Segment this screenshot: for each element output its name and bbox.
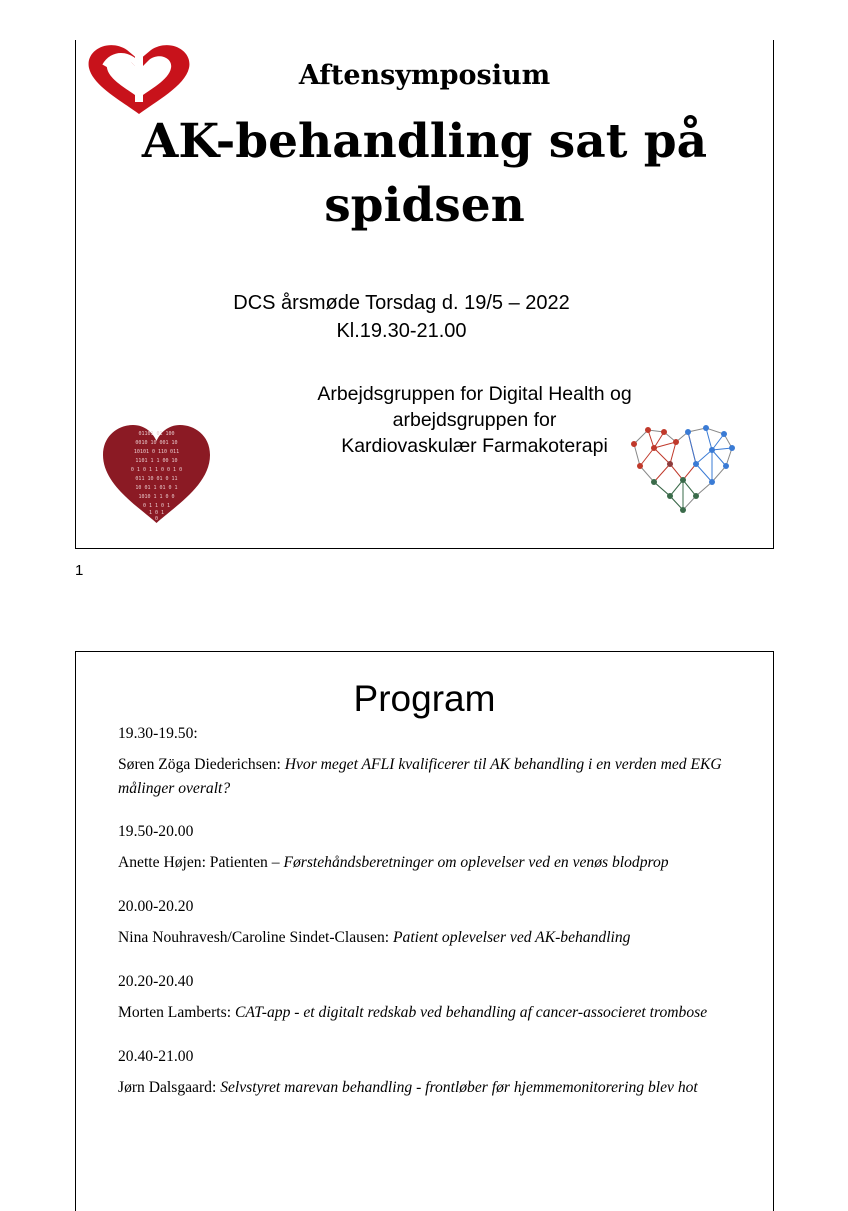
binary-text: 01101 01 100 — [138, 431, 175, 437]
entry-speaker: Nina Nouhravesh/Caroline Sindet-Clausen: — [118, 929, 393, 946]
program-entry — [118, 970, 743, 1025]
entry-talk: Førstehåndsberetninger om oplevelser ved en venøs blodprop — [283, 854, 669, 871]
group-line: Kardiovaskulær Farmakoterapi — [341, 435, 608, 457]
binary-text: 0010 10 001 10 — [135, 440, 178, 446]
program-entry — [118, 820, 743, 875]
entry-time: 19.30-19.50: — [118, 725, 198, 742]
event-kicker: Aftensymposium — [298, 60, 551, 91]
entry-talk: Hvor meget AFLI kvalificerer til AK behandling i en verden med EKG målinger overalt? — [118, 756, 722, 797]
program-entry — [118, 722, 743, 801]
binary-text: 10101 0 110 011 — [133, 449, 180, 455]
group-line: arbejdsgruppen for — [392, 409, 557, 431]
binary-text: 0 1 1 0 1 — [142, 503, 171, 509]
binary-text: 1101 1 1 00 10 — [135, 458, 178, 464]
binary-text: 1010 1 1 0 0 — [138, 494, 175, 500]
binary-text: 1 0 1 — [148, 510, 165, 516]
entry-talk: Selvstyret marevan behandling - frontløber før hjemmemonitorering blev hot — [220, 1079, 698, 1096]
program-slide — [75, 651, 774, 1211]
entry-time: 20.40-21.00 — [118, 1048, 194, 1065]
entry-speaker: Anette Højen: Patienten – — [118, 854, 284, 871]
entry-text — [118, 926, 743, 950]
binary-heart-icon — [99, 423, 214, 527]
title-slide — [75, 40, 774, 549]
entry-text — [118, 851, 743, 875]
binary-text: 10 01 1 01 0 1 — [135, 485, 178, 491]
entry-talk: CAT-app - et digitalt redskab ved behandling af cancer-associeret trombose — [234, 1004, 708, 1021]
entry-speaker: Morten Lamberts: — [118, 1004, 235, 1021]
binary-text: 0 — [154, 516, 159, 522]
entry-text — [118, 753, 743, 801]
event-time: Kl.19.30-21.00 — [336, 320, 467, 342]
event-headline: AK-behandling sat på spidsen — [141, 114, 708, 233]
entry-time: 20.00-20.20 — [118, 898, 194, 915]
binary-text: 0 1 0 1 1 0 0 1 0 — [130, 467, 183, 473]
entry-text — [118, 1001, 743, 1025]
program-entry — [118, 1045, 743, 1100]
program-entry — [118, 895, 743, 950]
network-heart-icon — [628, 424, 738, 516]
binary-text: 011 10 01 0 11 — [135, 476, 178, 482]
entry-speaker: Søren Zöga Diederichsen: — [118, 756, 285, 773]
event-date: DCS årsmøde Torsdag d. 19/5 – 2022 — [233, 292, 570, 314]
group-line: Arbejdsgruppen for Digital Health og — [317, 383, 632, 405]
entry-speaker: Jørn Dalsgaard: — [118, 1079, 221, 1096]
entry-text — [118, 1076, 743, 1100]
entry-time: 19.50-20.00 — [118, 823, 194, 840]
entry-time: 20.20-20.40 — [118, 973, 194, 990]
page-number: 1 — [75, 562, 84, 579]
program-title: Program — [353, 678, 496, 719]
entry-talk: Patient oplevelser ved AK-behandling — [393, 929, 631, 946]
